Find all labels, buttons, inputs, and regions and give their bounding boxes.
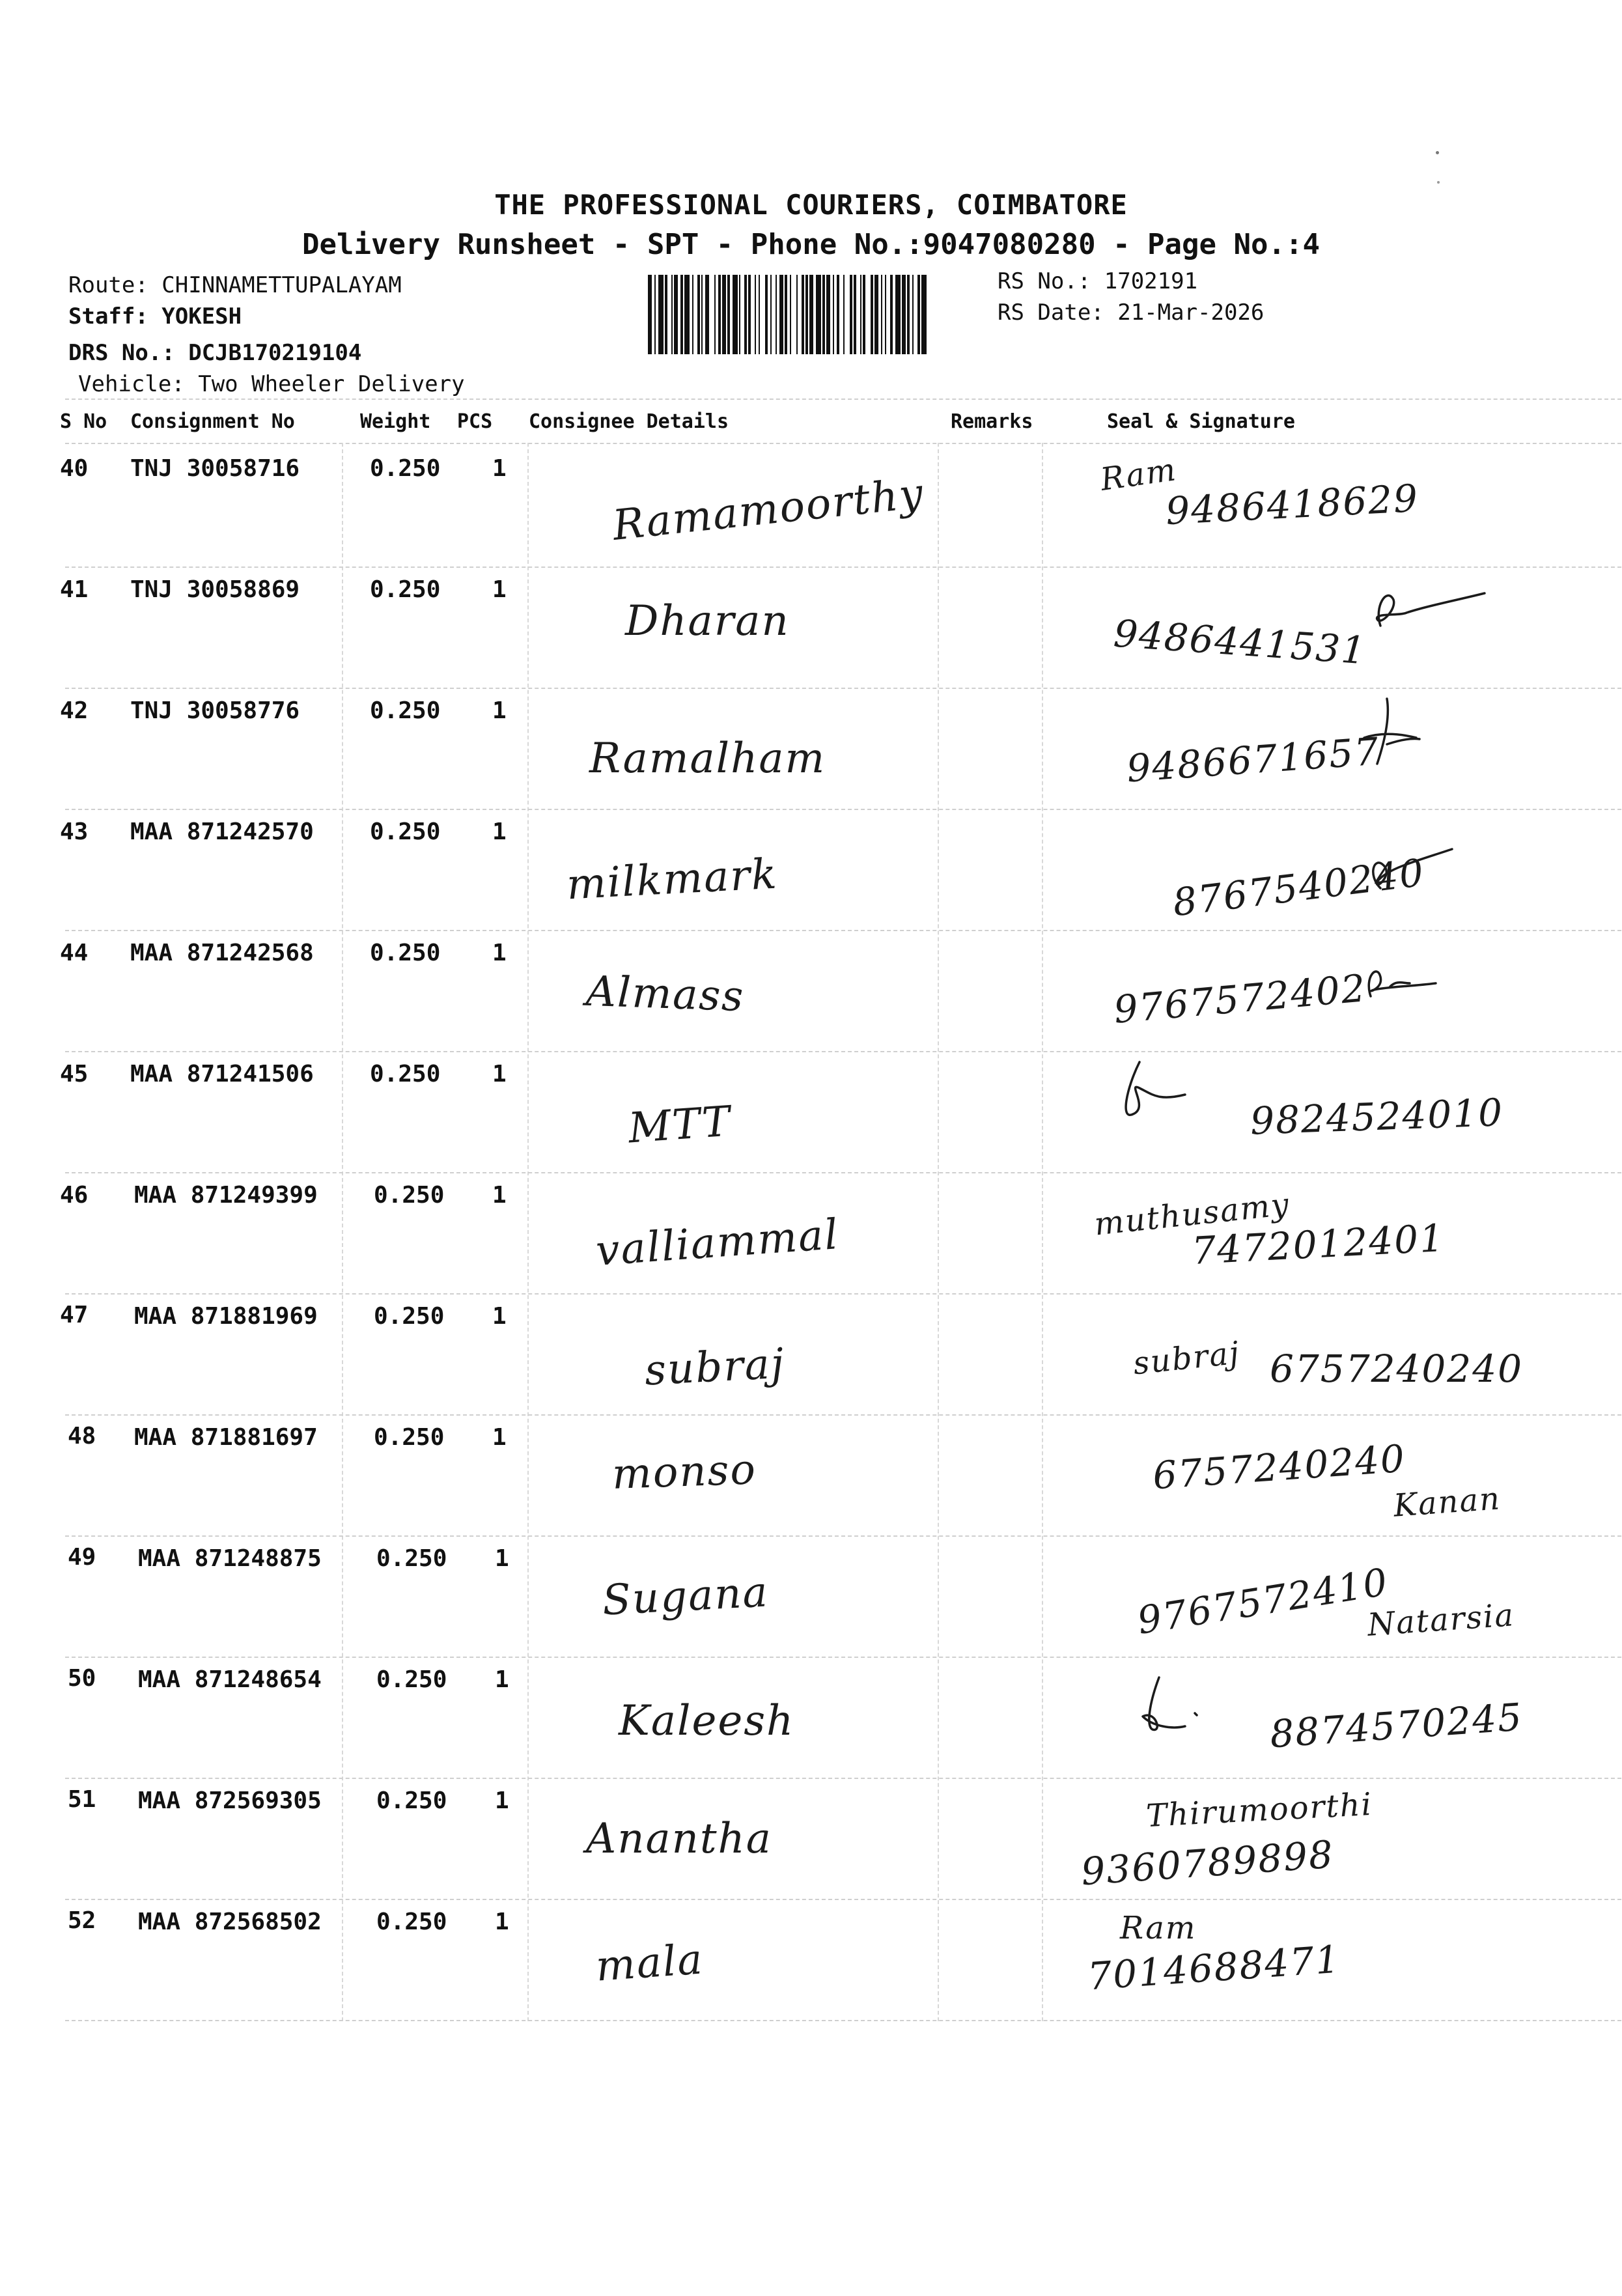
company-title: THE PROFESSIONAL COURIERS, COIMBATORE	[494, 189, 1128, 221]
row-consignment-number: MAA 871248654	[138, 1666, 322, 1693]
row-consignee-handwriting: milkmark	[565, 850, 779, 910]
row-signature-phone: 9486418629	[1164, 475, 1420, 534]
row-serial-number: 52	[68, 1907, 96, 1934]
row-serial-number: 40	[60, 455, 89, 482]
row-consignee-handwriting: valliammal	[594, 1211, 841, 1276]
column-divider	[938, 443, 939, 2021]
row-signature-phone: 8874570245	[1268, 1694, 1524, 1757]
row-consignee-handwriting: Almass	[585, 967, 746, 1022]
row-pcs: 1	[495, 1787, 509, 1814]
signature-scrawl	[1358, 692, 1488, 777]
row-pcs: 1	[492, 697, 507, 724]
row-pcs: 1	[492, 819, 507, 845]
row-divider	[65, 1535, 1621, 1537]
vehicle-label: Vehicle: Two Wheeler Delivery	[78, 371, 465, 397]
col-header-seal: Seal & Signature	[1107, 410, 1295, 433]
row-consignee-handwriting: MTT	[626, 1097, 733, 1153]
row-serial-number: 51	[68, 1786, 96, 1813]
row-weight: 0.250	[374, 1424, 445, 1451]
row-pcs: 1	[492, 940, 507, 966]
barcode-gap	[791, 275, 796, 354]
row-consignee-handwriting: Kaleesh	[619, 1697, 795, 1745]
row-pcs: 1	[495, 1909, 509, 1935]
row-divider	[65, 1657, 1621, 1658]
barcode-bar	[921, 275, 927, 354]
row-pcs: 1	[492, 1424, 507, 1451]
row-consignment-number: MAA 871248875	[138, 1545, 322, 1572]
row-weight: 0.250	[370, 1061, 441, 1087]
row-signature-phone: 6757240240	[1151, 1436, 1407, 1498]
row-weight: 0.250	[376, 1787, 447, 1814]
barcode-gap	[845, 275, 850, 354]
row-signature-name: Kanan	[1392, 1480, 1502, 1524]
row-consignee-handwriting: Dharan	[625, 597, 790, 645]
row-weight: 0.250	[370, 455, 441, 482]
signature-scrawl	[1133, 1664, 1263, 1749]
row-consignee-handwriting: subraj	[643, 1339, 787, 1395]
row-divider	[65, 567, 1621, 568]
row-signature-name: subraj	[1131, 1334, 1242, 1382]
row-consignee-handwriting: mala	[594, 1935, 705, 1991]
header-top-rule	[65, 399, 1621, 400]
row-signature-phone: 9360789898	[1080, 1832, 1335, 1894]
row-pcs: 1	[495, 1666, 509, 1693]
barcode-gap	[865, 275, 871, 354]
row-pcs: 1	[492, 1061, 507, 1087]
staff-label: Staff: YOKESH	[68, 303, 242, 329]
row-divider	[65, 1899, 1621, 1900]
row-divider	[65, 809, 1621, 810]
barcode-gap	[927, 275, 929, 354]
row-weight: 0.250	[370, 940, 441, 966]
row-signature-name: Thirumoorthi	[1145, 1785, 1374, 1835]
row-weight: 0.250	[370, 697, 441, 724]
row-serial-number: 48	[68, 1423, 96, 1449]
row-signature-phone: 8767540240	[1170, 850, 1427, 925]
signature-stroke	[1369, 972, 1436, 996]
row-weight: 0.250	[370, 576, 441, 603]
row-divider	[65, 688, 1621, 689]
row-signature-name: Ram	[1120, 1910, 1197, 1946]
row-consignment-number: MAA 872568502	[138, 1909, 322, 1935]
row-serial-number: 45	[60, 1061, 89, 1087]
row-signature-name: muthusamy	[1092, 1186, 1292, 1243]
row-consignment-number: TNJ 30058776	[130, 697, 300, 724]
row-serial-number: 42	[60, 697, 89, 724]
signature-stroke	[1373, 849, 1452, 888]
scan-speck	[1436, 151, 1439, 154]
row-divider	[65, 930, 1621, 931]
row-serial-number: 50	[68, 1665, 96, 1692]
col-header-remarks: Remarks	[951, 410, 1033, 433]
route-label: Route: CHINNAMETTUPALAYAM	[68, 272, 402, 298]
row-consignee-handwriting: Ramalham	[589, 735, 826, 783]
row-consignment-number: MAA 871241506	[130, 1061, 314, 1087]
row-weight: 0.250	[374, 1303, 445, 1330]
row-signature-phone: 9824524010	[1249, 1090, 1505, 1143]
row-pcs: 1	[492, 1182, 507, 1209]
row-signature-name: Ram	[1098, 451, 1179, 498]
barcode-bar	[658, 275, 664, 354]
row-consignment-number: MAA 871881969	[134, 1303, 318, 1330]
row-pcs: 1	[492, 455, 507, 482]
header-bottom-rule	[65, 443, 1621, 444]
row-serial-number: 47	[60, 1302, 89, 1328]
row-consignee-handwriting: monso	[611, 1446, 758, 1499]
row-signature-phone: 9486671657	[1125, 729, 1381, 791]
row-signature-phone: 9767572402	[1112, 966, 1369, 1032]
row-consignment-number: MAA 871242570	[130, 819, 314, 845]
row-signature-phone: 6757240240	[1270, 1347, 1524, 1391]
col-header-consignment: Consignment No	[130, 410, 295, 433]
row-serial-number: 49	[68, 1544, 96, 1571]
row-consignment-number: MAA 871249399	[134, 1182, 318, 1209]
row-serial-number: 41	[60, 576, 89, 603]
barcode-bar	[816, 275, 821, 354]
row-consignee-handwriting: Sugana	[601, 1568, 770, 1625]
row-consignee-handwriting: Anantha	[586, 1815, 772, 1863]
column-divider	[527, 443, 529, 2021]
row-serial-number: 46	[60, 1182, 89, 1209]
row-consignment-number: MAA 871881697	[134, 1424, 318, 1451]
col-header-sno: S No	[60, 410, 107, 433]
row-serial-number: 44	[60, 940, 89, 966]
row-weight: 0.250	[376, 1545, 447, 1572]
row-consignee-handwriting: Ramamoorthy	[610, 469, 927, 550]
signature-stroke	[1377, 593, 1485, 626]
signature-stroke	[1364, 699, 1419, 764]
barcode-bar	[684, 275, 690, 354]
row-serial-number: 43	[60, 819, 89, 845]
row-divider	[65, 2020, 1621, 2021]
row-divider	[65, 1051, 1621, 1052]
row-divider	[65, 1293, 1621, 1295]
row-pcs: 1	[495, 1545, 509, 1572]
row-signature-phone: 9767572410	[1134, 1559, 1391, 1644]
row-consignment-number: MAA 871242568	[130, 940, 314, 966]
rs-date: RS Date: 21-Mar-2026	[998, 300, 1265, 326]
barcode-bar	[733, 275, 738, 354]
row-pcs: 1	[492, 576, 507, 603]
rs-number: RS No.: 1702191	[998, 268, 1198, 294]
signature-stroke	[1143, 1677, 1197, 1729]
signature-stroke	[1126, 1062, 1185, 1115]
row-weight: 0.250	[376, 1909, 447, 1935]
signature-scrawl	[1358, 951, 1488, 1035]
row-weight: 0.250	[376, 1666, 447, 1693]
scan-speck	[1437, 181, 1440, 184]
row-weight: 0.250	[370, 819, 441, 845]
col-header-weight: Weight	[360, 410, 431, 433]
barcode-image	[648, 275, 988, 354]
barcode-gap	[760, 275, 765, 354]
row-divider	[65, 1778, 1621, 1779]
signature-scrawl	[1113, 1049, 1244, 1134]
drs-number: DRS No.: DCJB170219104	[68, 340, 362, 366]
barcode-gap	[709, 275, 714, 354]
row-signature-name: Natarsia	[1366, 1597, 1516, 1644]
column-divider	[1042, 443, 1043, 2021]
row-consignment-number: TNJ 30058869	[130, 576, 300, 603]
row-consignment-number: TNJ 30058716	[130, 455, 300, 482]
signature-scrawl	[1367, 580, 1498, 665]
barcode-bar	[895, 275, 901, 354]
row-signature-phone: 7014688471	[1086, 1937, 1342, 1999]
row-divider	[65, 1172, 1621, 1173]
signature-scrawl	[1361, 830, 1491, 914]
row-divider	[65, 1414, 1621, 1416]
row-signature-phone: 9486441531	[1112, 611, 1368, 673]
runsheet-subtitle: Delivery Runsheet - SPT - Phone No.:9047080280 - Page No.:4	[302, 228, 1320, 261]
col-header-pcs: PCS	[457, 410, 493, 433]
row-consignment-number: MAA 872569305	[138, 1787, 322, 1814]
row-signature-phone: 7472012401	[1190, 1215, 1446, 1274]
col-header-consignee: Consignee Details	[529, 410, 729, 433]
row-pcs: 1	[492, 1303, 507, 1330]
row-weight: 0.250	[374, 1182, 445, 1209]
column-divider	[342, 443, 343, 2021]
